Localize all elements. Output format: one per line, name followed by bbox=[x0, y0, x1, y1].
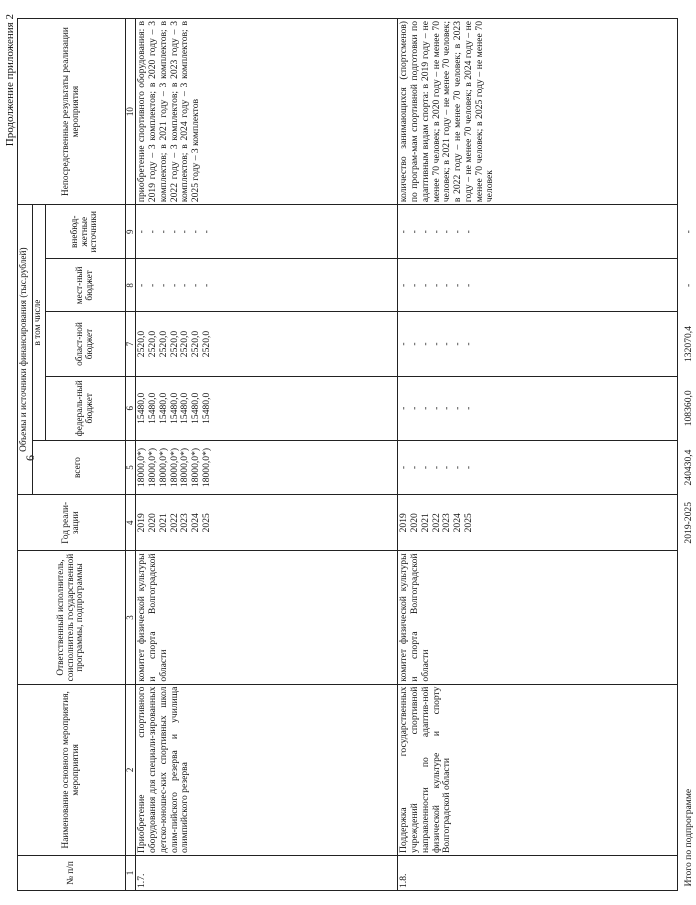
local-value: - bbox=[136, 283, 148, 287]
regional-value: 2520,0 bbox=[200, 330, 212, 358]
regional-value: 2520,0 bbox=[157, 330, 169, 358]
federal-value-cell bbox=[398, 376, 678, 440]
program-table bbox=[17, 18, 696, 891]
year-value: 2024 bbox=[190, 513, 202, 533]
total-value: 18000,0*) bbox=[200, 447, 212, 488]
year-value-cell bbox=[398, 495, 678, 551]
total-value: - bbox=[409, 465, 421, 470]
regional-value: - bbox=[409, 342, 421, 346]
year-value-cell bbox=[136, 495, 398, 551]
header-federal: федераль-ный бюджет bbox=[46, 376, 126, 440]
year-value: 2020 bbox=[409, 513, 421, 533]
col-number: 5 bbox=[126, 440, 136, 494]
year-value: 2024 bbox=[452, 513, 464, 533]
local-value: - bbox=[462, 283, 474, 287]
header-year: Год реали-зации bbox=[18, 495, 126, 551]
total-extrabudget: - bbox=[683, 230, 695, 234]
total-value: 18000,0*) bbox=[147, 447, 159, 488]
total-value: 18000,0*) bbox=[190, 447, 202, 488]
local-value: - bbox=[157, 283, 169, 287]
local-value-cell bbox=[398, 259, 678, 312]
regional-value: - bbox=[441, 342, 453, 346]
local-value: - bbox=[200, 283, 212, 287]
regional-value: - bbox=[430, 342, 442, 346]
col-number: 4 bbox=[126, 495, 136, 551]
extrabudget-value-cell bbox=[398, 205, 678, 259]
total-sum: 240430,4 bbox=[683, 449, 695, 486]
header-including: в том числе bbox=[33, 205, 46, 441]
header-regional: област-ной бюджет bbox=[46, 312, 126, 376]
extrabudget-value: - bbox=[462, 230, 474, 234]
total-local: - bbox=[683, 283, 695, 287]
total-row bbox=[678, 19, 696, 891]
federal-value: - bbox=[441, 406, 453, 410]
col-number: 1 bbox=[126, 856, 136, 891]
table-row bbox=[398, 19, 678, 891]
federal-value: 15480,0 bbox=[168, 392, 180, 424]
regional-value-cell bbox=[136, 312, 398, 376]
local-value: - bbox=[441, 283, 453, 287]
local-value: - bbox=[409, 283, 421, 287]
col-number: 6 bbox=[126, 376, 136, 440]
year-value: 2022 bbox=[168, 513, 180, 533]
regional-value: - bbox=[398, 342, 410, 346]
year-value: 2019 bbox=[136, 513, 148, 533]
total-value: - bbox=[398, 465, 410, 470]
local-value: - bbox=[419, 283, 431, 287]
extrabudget-value-cell bbox=[136, 205, 398, 259]
regional-value: - bbox=[419, 342, 431, 346]
extrabudget-value: - bbox=[136, 230, 148, 234]
local-value-cell bbox=[136, 259, 398, 312]
regional-value: 2520,0 bbox=[136, 330, 148, 358]
extrabudget-value: - bbox=[452, 230, 464, 234]
extrabudget-value: - bbox=[409, 230, 421, 234]
total-regional: 132070,4 bbox=[683, 326, 695, 362]
federal-value: 15480,0 bbox=[157, 392, 169, 424]
total-value: 18000,0*) bbox=[157, 447, 169, 488]
federal-value: 15480,0 bbox=[200, 392, 212, 424]
year-value: 2019 bbox=[398, 513, 410, 533]
extrabudget-value: - bbox=[147, 230, 159, 234]
local-value: - bbox=[398, 283, 410, 287]
total-value: - bbox=[452, 465, 464, 470]
federal-value: - bbox=[452, 406, 464, 410]
col-number: 7 bbox=[126, 312, 136, 376]
header-extrabudget: внебюд-жетные источники bbox=[46, 205, 126, 259]
extrabudget-value: - bbox=[200, 230, 212, 234]
regional-value: 2520,0 bbox=[179, 330, 191, 358]
federal-value: - bbox=[430, 406, 442, 410]
local-value: - bbox=[430, 283, 442, 287]
total-label: Итого по подпрограмме bbox=[683, 788, 695, 887]
regional-value: 2520,0 bbox=[147, 330, 159, 358]
year-value: 2023 bbox=[179, 513, 191, 533]
total-value: - bbox=[441, 465, 453, 470]
local-value: - bbox=[168, 283, 180, 287]
total-result-empty bbox=[678, 19, 696, 205]
col-number: 10 bbox=[126, 19, 136, 205]
year-value: 2025 bbox=[462, 513, 474, 533]
extrabudget-value: - bbox=[168, 230, 180, 234]
header-executor: Ответственный исполнитель, соисполнитель государственной программы, подпрограммы bbox=[18, 551, 126, 684]
total-value-cell bbox=[136, 440, 398, 494]
local-value: - bbox=[190, 283, 202, 287]
regional-value: - bbox=[462, 342, 474, 346]
col-number: 2 bbox=[126, 684, 136, 855]
year-value: 2020 bbox=[147, 513, 159, 533]
row-number: 1.7. bbox=[136, 856, 398, 891]
extrabudget-value: - bbox=[430, 230, 442, 234]
year-value: 2022 bbox=[430, 513, 442, 533]
header-result: Непосредственные результаты реализации мероприятия bbox=[18, 19, 126, 205]
activity-name: Приобретение спортивного оборудования для специали-зированных детско-юношес-ких спортивных школ олим-пийского резерва и училища олимпийского резерва bbox=[136, 684, 398, 855]
federal-value: - bbox=[462, 406, 474, 410]
regional-value-cell bbox=[398, 312, 678, 376]
total-value: - bbox=[462, 465, 474, 470]
regional-value: 2520,0 bbox=[190, 330, 202, 358]
header-num: № п/п bbox=[18, 856, 126, 891]
year-value: 2023 bbox=[441, 513, 453, 533]
local-value: - bbox=[147, 283, 159, 287]
table-row bbox=[136, 19, 398, 891]
header-name: Наименование основного мероприятия, мероприятия bbox=[18, 684, 126, 855]
extrabudget-value: - bbox=[419, 230, 431, 234]
col-number: 3 bbox=[126, 551, 136, 684]
total-years: 2019-2025 bbox=[683, 501, 695, 544]
header-total: всего bbox=[33, 440, 126, 494]
page-number: 6 bbox=[23, 455, 37, 461]
row-number: 1.8. bbox=[398, 856, 678, 891]
direct-result: количество занимающихся (спортсменов) по програм-мам спортивной подготовки по адаптивным видам спорта: в 2019 году – не менее 70 человек; в 2020 году – не менее 70 человек; в 2021 году – не менее 70 человек; в 2022 году – не менее 70 человек; в 2023 году – не менее 70 человек; в 2024 году – не менее 70 человек; в 2025 году – не менее 70 человек bbox=[398, 19, 678, 205]
local-value: - bbox=[452, 283, 464, 287]
executor: комитет физической культуры и спорта Волгоградской области bbox=[136, 551, 398, 684]
regional-value: - bbox=[452, 342, 464, 346]
extrabudget-value: - bbox=[179, 230, 191, 234]
year-value: 2025 bbox=[200, 513, 212, 533]
col-number: 9 bbox=[126, 205, 136, 259]
federal-value: - bbox=[419, 406, 431, 410]
federal-value-cell bbox=[136, 376, 398, 440]
total-value-cell bbox=[398, 440, 678, 494]
extrabudget-value: - bbox=[441, 230, 453, 234]
local-value: - bbox=[179, 283, 191, 287]
federal-value: - bbox=[409, 406, 421, 410]
total-value: 18000,0*) bbox=[168, 447, 180, 488]
regional-value: 2520,0 bbox=[168, 330, 180, 358]
col-number: 8 bbox=[126, 259, 136, 312]
federal-value: 15480,0 bbox=[147, 392, 159, 424]
continuation-title: Продолжение приложения 2 bbox=[4, 14, 16, 147]
federal-value: - bbox=[398, 406, 410, 410]
header-local: мест-ный бюджет bbox=[46, 259, 126, 312]
year-value: 2021 bbox=[157, 513, 169, 533]
extrabudget-value: - bbox=[190, 230, 202, 234]
executor: комитет физической культуры и спорта Волгоградской области bbox=[398, 551, 678, 684]
total-value: 18000,0*) bbox=[136, 447, 148, 488]
federal-value: 15480,0 bbox=[179, 392, 191, 424]
federal-value: 15480,0 bbox=[190, 392, 202, 424]
activity-name: Поддержка государственных учреждений спортивной направленности по адаптив-ной физической культуре и спорту Волгоградской области bbox=[398, 684, 678, 855]
total-federal: 108360,0 bbox=[683, 390, 695, 427]
federal-value: 15480,0 bbox=[136, 392, 148, 424]
extrabudget-value: - bbox=[398, 230, 410, 234]
direct-result: приобретение спортивного оборудования: в 2019 году – 3 комплектов; в 2020 году – 3 комплектов; в 2021 году – 3 комплектов; в 2022 году – 3 комплектов; в 2023 году – 3 комплектов; в 2024 году – 3 комплектов; в 2025 году – 3 комплектов bbox=[136, 19, 398, 205]
total-value: - bbox=[419, 465, 431, 470]
year-value: 2021 bbox=[419, 513, 431, 533]
header-finance: Объемы и источники финансирования (тыс.рублей) bbox=[18, 205, 33, 495]
total-value: - bbox=[430, 465, 442, 470]
extrabudget-value: - bbox=[157, 230, 169, 234]
total-value: 18000,0*) bbox=[179, 447, 191, 488]
